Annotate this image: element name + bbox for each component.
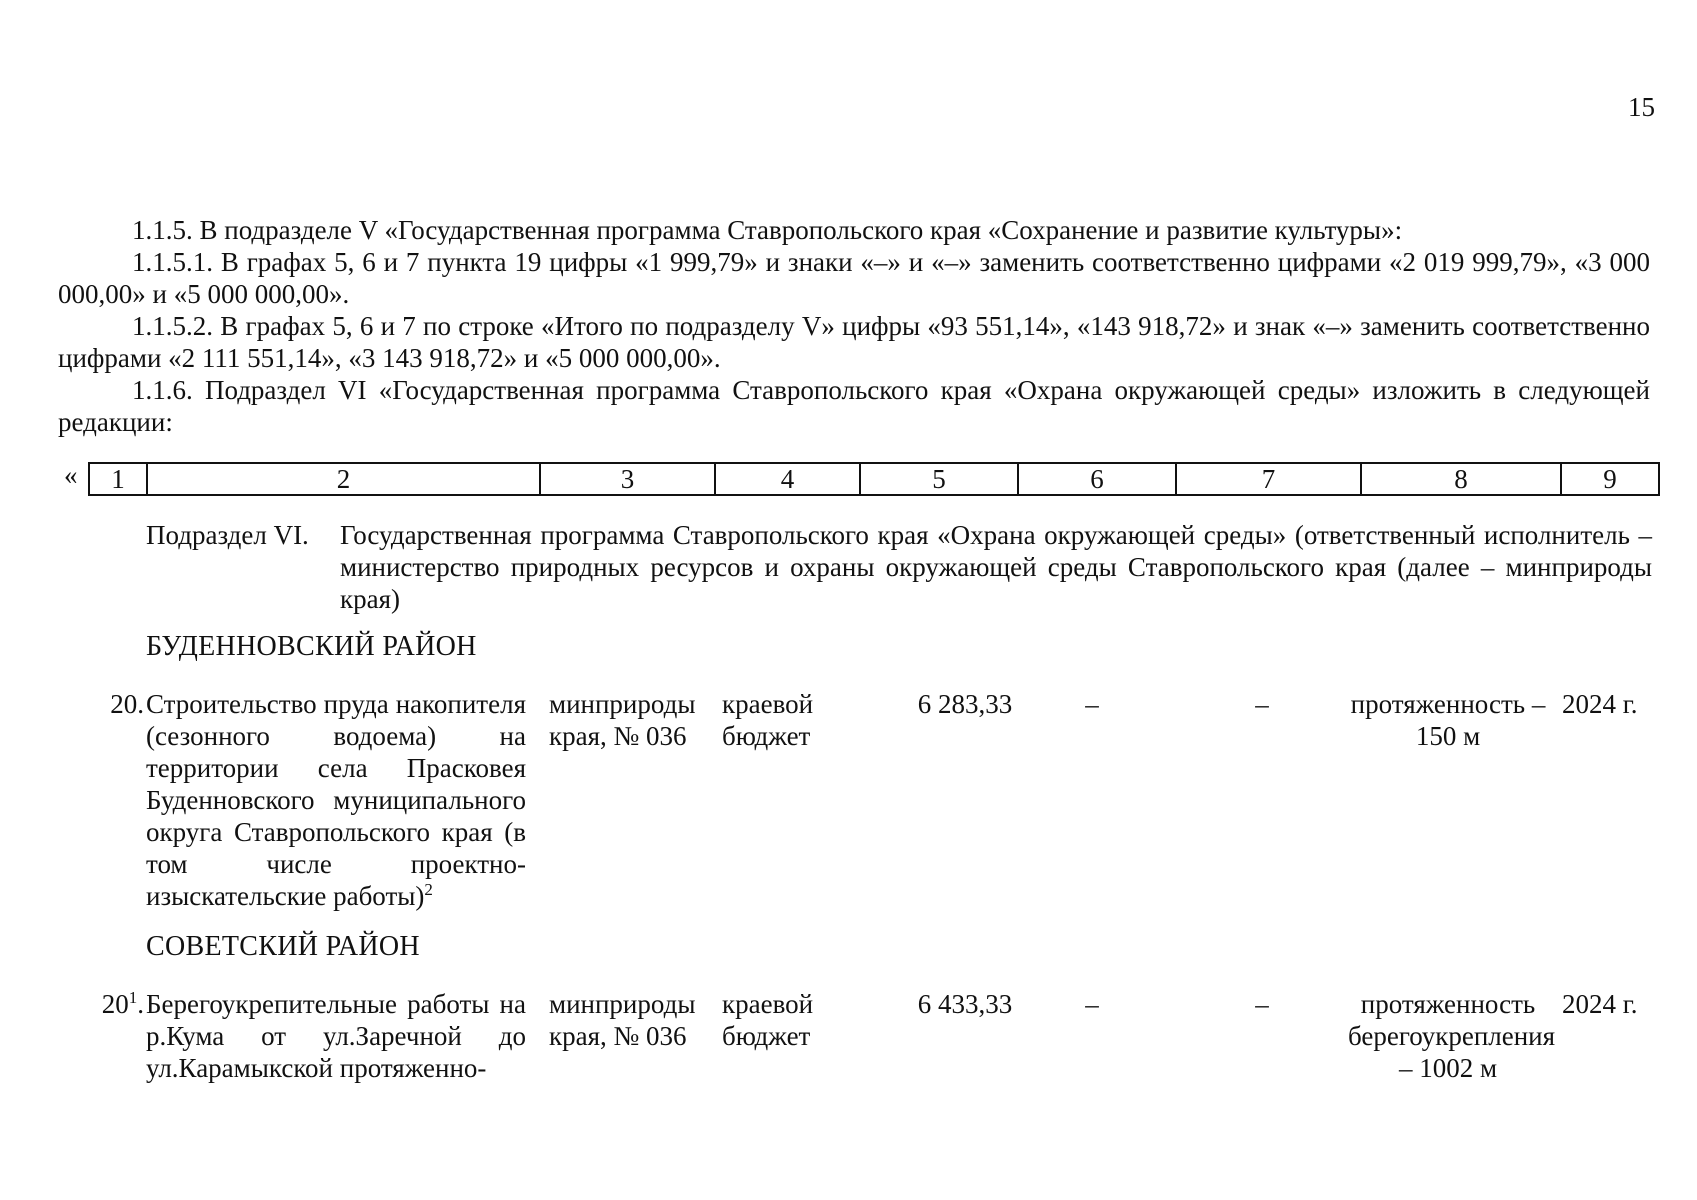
header-col-2: 2 [147,463,540,495]
number-superscript: 1 [128,988,138,1007]
paragraph-text: 1.1.6. Подраздел VI «Государственная программа Ставропольского края «Охрана окружающей среды» изложить в следующей редакции: [58,375,1650,437]
row-col8-result: протяженность берегоукрепления – 1002 м [1348,989,1556,1083]
row-number [84,988,144,1020]
row-col9-year: 2024 г. [1562,989,1638,1019]
row-executor: минприроды края, № 036 [549,689,696,751]
header-col-8: 8 [1361,463,1561,495]
row-col8-result: протяженность – 150 м [1350,689,1546,751]
row-name [146,688,526,912]
header-col-4: 4 [715,463,860,495]
header-col-9: 9 [1561,463,1659,495]
paragraph-1-1-6 [58,374,1650,438]
column-number-header [88,462,1660,496]
row-funding-source: краевой бюджет [722,989,814,1051]
district-heading: БУДЕННОВСКИЙ РАЙОН [146,631,477,662]
row-col5-amount: 6 283,33 [917,689,1013,719]
paragraph-1-1-5-2 [58,310,1650,374]
row-number: 20. [110,689,144,719]
row-executor: минприроды края, № 036 [549,989,696,1051]
paragraph-1-1-5 [58,214,1650,246]
header-col-6: 6 [1018,463,1176,495]
subsection-label: Подраздел VI. [146,520,309,550]
header-col-1: 1 [89,463,147,495]
row-col7: – [1255,989,1269,1019]
row-col7: – [1255,689,1269,719]
subsection-title: Государственная программа Ставропольского края «Охрана окружающей среды» (ответственный исполнитель – министерство природных ресурсов и охраны окружающей среды Ставропольского края (далее – минприроды края) [340,520,1652,614]
row-number-text: 20 [101,989,129,1019]
paragraph-text: 1.1.5.2. В графах 5, 6 и 7 по строке «Итого по подразделу V» цифры «93 551,14», «143 918,72» и знак «–» заменить соответственно цифрами «2 111 551,14», «3 143 918,72» и «5 000 000,00». [58,311,1650,373]
row-col5-amount: 6 433,33 [917,989,1013,1019]
row-col6: – [1085,689,1099,719]
paragraph-text: 1.1.5.1. В графах 5, 6 и 7 пункта 19 цифры «1 999,79» и знаки «–» и «–» заменить соответственно цифрами «2 019 999,79», «3 000 000,00» и «5 000 000,00». [58,247,1650,309]
district-heading: СОВЕТСКИЙ РАЙОН [146,931,420,962]
row-funding-source: краевой бюджет [722,689,814,751]
footnote-mark: 2 [424,880,433,899]
header-col-3: 3 [540,463,715,495]
table-open-quote: « [64,460,78,490]
header-col-7: 7 [1176,463,1361,495]
row-col9-year: 2024 г. [1562,689,1638,719]
row-name: Берегоукрепительные работы на р.Кума от ул.Заречной до ул.Карамыкской протяженно- [146,989,526,1083]
header-col-5: 5 [860,463,1018,495]
row-col6: – [1085,989,1099,1019]
row-name-text: Строительство пруда накопителя (сезонного водоема) на территории села Прасковея Буденновского муниципального округа Ставропольского края (в том числе проектно-изыскательские работы) [146,689,526,911]
paragraph-text: 1.1.5. В подразделе V «Государственная программа Ставропольского края «Сохранение и развитие культуры»: [132,215,1403,245]
row-number-suffix: . [137,989,144,1019]
paragraph-1-1-5-1 [58,246,1650,310]
page-number: 15 [1628,92,1655,122]
